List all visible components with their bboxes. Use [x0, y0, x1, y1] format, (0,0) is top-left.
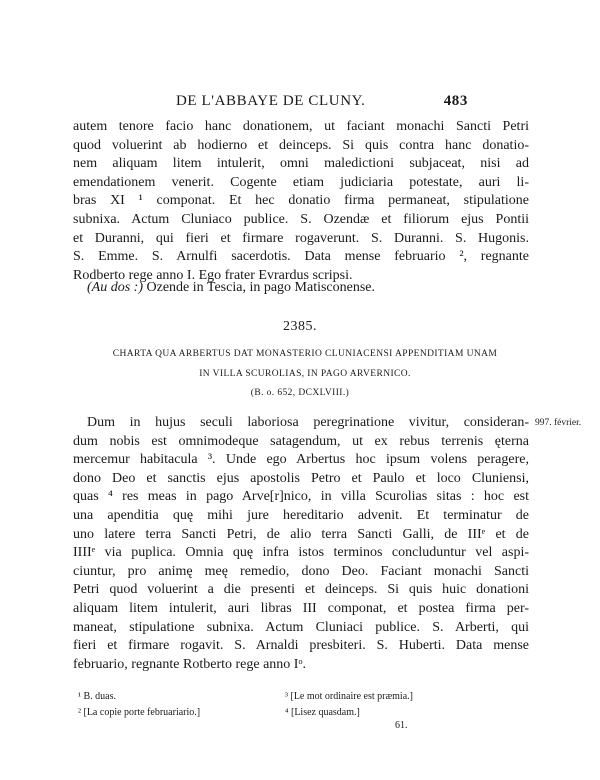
margin-date: 997. février. — [535, 418, 582, 428]
footnotes-left — [78, 689, 200, 721]
charter-title — [90, 344, 520, 384]
text-line: mercemur habitacula ³. Unde ego Arbertus hoc ipsum volens peragere, — [73, 452, 529, 468]
dorsal-label: (Au dos :) — [87, 280, 143, 295]
text-line: quas ⁴ res meas in pago Arve[r]nico, in villa Scurolias sitas : hoc est — [73, 489, 529, 505]
text-line: aliquam litem intulerit, auri libras III componat, et postea firma per- — [73, 600, 529, 616]
text-line: Dum in hujus seculi laboriosa peregrinatione vivitur, consideran- — [87, 415, 529, 430]
text-line: emendationem venerit. Cogente etiam judiciaria potestate, auri li- — [73, 174, 529, 190]
text-line: autem tenore facio hanc donationem, ut faciant monachi Sancti Petri — [73, 119, 529, 134]
charter-number: 2385. — [283, 319, 317, 334]
continued-charter-text — [73, 118, 529, 285]
footnote: ¹ B. duas. — [78, 691, 116, 702]
footnote: ² [La copie porte februariario.] — [78, 707, 201, 718]
text-line: nem aliquam litem intulerit, omni maledictioni subjaceat, nisi ad — [73, 156, 529, 172]
text-line: IIIIᵉ via puplica. Omnia quę infra istos terminos concluduntur vel aspi- — [73, 545, 529, 561]
text-line: subnixa. Actum Cluniaco publice. S. Ozendæ et filiorum ejus Pontii — [73, 211, 529, 227]
text-line: Rodberto rege anno I. Ego frater Evrardus scripsi. — [73, 267, 353, 283]
text-line: una apenditia quę mihi jure hereditario advenit. Et terminatur de — [73, 507, 529, 523]
charter-title-line: IN VILLA SCUROLIAS, IN PAGO ARVERNICO. — [199, 369, 411, 379]
text-line: et Duranni, qui fieri et firmare rogaverunt. S. Duranni. S. Hugonis. — [73, 230, 529, 246]
text-line: maneat, stipulatione subnixa. Actum Cluniaci publice. S. Arberti, qui — [73, 619, 529, 635]
text-line: bras XI ¹ componat. Et hec donatio firma permaneat, stipulatione — [73, 193, 529, 209]
text-line: dum nobis est omnimodeque satagendum, ut ex rebus terrenis ęterna — [73, 433, 529, 449]
text-line: S. Emme. S. Arnulfi sacerdotis. Data mense februario ², regnante — [73, 249, 529, 265]
dorsal-text: Ozende in Tescia, in pago Matisconense. — [143, 280, 376, 295]
page-number: 483 — [443, 93, 468, 109]
dorsal-note — [87, 280, 375, 296]
manuscript-reference: (B. o. 652, DCXLVIII.) — [250, 388, 350, 398]
text-line: fieri et firmare rogavit. S. Arnaldi presbiteri. S. Huberti. Data mense — [73, 638, 529, 654]
footnote: ³ [Le mot ordinaire est præmia.] — [285, 691, 413, 702]
text-line: Petri quod voluerint a die presenti et deinceps. Si quis huic donationi — [73, 582, 529, 598]
charter-text — [73, 414, 529, 674]
footnotes-right — [285, 689, 413, 721]
running-title: DE L'ABBAYE DE CLUNY. — [176, 93, 366, 109]
charter-title-line: CHARTA QUA ARBERTUS DAT MONASTERIO CLUNIACENSI APPENDITIAM UNAM — [112, 349, 498, 359]
text-line: quod voluerint ab hodierno et deinceps. Si quis contra hanc donatio- — [73, 137, 529, 153]
text-line: ciuntur, pro animę meę remedio, dono Deo. Faciant monachi Sancti — [73, 563, 529, 579]
footnote: ⁴ [Lisez quasdam.] — [285, 707, 360, 718]
text-line: uno latere terra Sancti Petri, de alio terra Sancti Galli, de IIIᵉ et de — [73, 526, 529, 542]
text-line: februario, regnante Rotberto rege anno Iᵒ. — [73, 656, 306, 672]
printer-signature: 61. — [395, 720, 408, 731]
text-line: dono Deo et sanctis ejus apostolis Petro et Paulo et loco Cluniensi, — [73, 470, 529, 486]
